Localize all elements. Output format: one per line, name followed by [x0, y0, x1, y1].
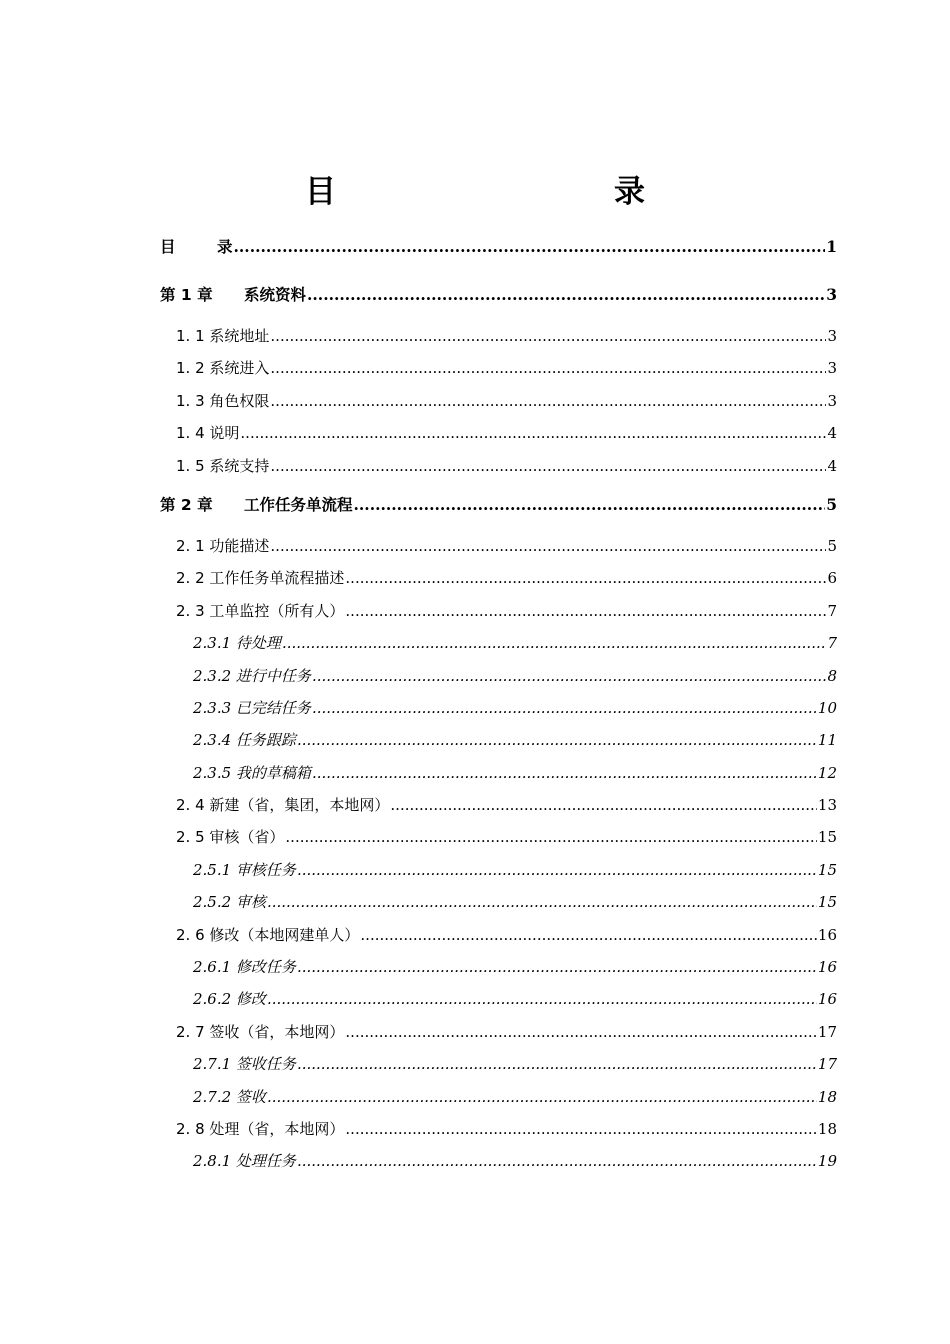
toc-page-number: 4 [827, 424, 837, 443]
toc-dot-leader [390, 789, 817, 821]
toc-subsection-entry[interactable] [160, 1081, 837, 1113]
toc-dot-leader [345, 1016, 817, 1048]
toc-entry-label: 2.3.2 进行中任务 [193, 666, 311, 685]
toc-entry-label: 2.7.1 签收任务 [193, 1055, 296, 1074]
toc-section-entry[interactable] [160, 352, 837, 384]
toc-page-number: 18 [817, 1087, 837, 1106]
toc-page-number: 5 [827, 536, 837, 555]
toc-subsection-entry[interactable] [160, 886, 837, 918]
toc-page-number: 3 [827, 391, 837, 410]
toc-page-number: 7 [827, 634, 837, 653]
toc-dot-leader [312, 757, 817, 789]
toc-page-number: 19 [817, 1152, 837, 1171]
toc-dot-leader [234, 230, 826, 264]
toc-entry-label: 2.5.2 审核 [193, 893, 266, 912]
toc-entry-label [160, 230, 233, 264]
toc-dot-leader [297, 951, 817, 983]
toc-dot-leader [270, 352, 826, 384]
toc-subsection-entry[interactable] [160, 724, 837, 756]
toc-dot-leader [312, 660, 827, 692]
toc-page-number: 16 [817, 925, 837, 944]
toc-subsection-entry[interactable] [160, 627, 837, 659]
toc-section-entry[interactable] [160, 320, 837, 352]
toc-subsection-entry[interactable] [160, 1145, 837, 1177]
toc-chapter-number: 目 [160, 238, 176, 256]
toc-dot-leader [267, 1081, 817, 1113]
toc-entry-label: 2. 8 处理（省，本地网） [176, 1119, 345, 1138]
toc-dot-leader [270, 450, 826, 482]
toc-section-entry[interactable] [160, 595, 837, 627]
toc-entry-label [160, 278, 306, 312]
toc-entry-label: 2.8.1 处理任务 [193, 1152, 296, 1171]
toc-section-entry[interactable] [160, 562, 837, 594]
toc-page-number: 6 [827, 569, 837, 588]
toc-dot-leader [270, 530, 826, 562]
toc-entry-label: 1. 5 系统支持 [176, 456, 270, 475]
toc-dot-leader [360, 919, 817, 951]
toc-chapter-title: 工作任务单流程 [244, 495, 353, 514]
toc-page-number: 1 [826, 237, 837, 256]
toc-entry-label: 2. 1 功能描述 [176, 536, 270, 555]
toc-entry-label: 2.6.2 修改 [193, 990, 266, 1009]
toc-dot-leader [345, 1113, 817, 1145]
toc-entry-label: 2. 7 签收（省，本地网） [176, 1022, 345, 1041]
toc-dot-leader [354, 488, 826, 522]
table-of-contents [160, 230, 837, 1178]
toc-entry-label: 1. 1 系统地址 [176, 327, 270, 345]
toc-entry-label: 2.5.1 审核任务 [193, 860, 296, 879]
toc-page-number: 3 [827, 327, 837, 345]
toc-subsection-entry[interactable] [160, 660, 837, 692]
toc-page-number: 18 [817, 1119, 837, 1138]
toc-chapter-number: 第 2 章 [160, 495, 213, 514]
toc-chapter-entry[interactable] [160, 230, 837, 272]
page-title: 目 录 [305, 174, 717, 210]
toc-section-entry[interactable] [160, 385, 837, 417]
toc-page-number: 17 [817, 1022, 837, 1041]
toc-dot-leader [297, 1048, 817, 1080]
toc-section-entry[interactable] [160, 450, 837, 482]
toc-page-number: 17 [817, 1055, 837, 1074]
toc-page-number: 7 [827, 601, 837, 620]
toc-page-number: 8 [827, 666, 837, 685]
toc-dot-leader [270, 320, 826, 352]
toc-dot-leader [297, 854, 817, 886]
toc-subsection-entry[interactable] [160, 757, 837, 789]
toc-chapter-title: 系统资料 [244, 286, 307, 304]
toc-entry-label: 2.6.1 修改任务 [193, 958, 296, 977]
toc-page-number: 16 [817, 958, 837, 977]
toc-page-number: 15 [817, 893, 837, 912]
toc-section-entry[interactable] [160, 530, 837, 562]
toc-subsection-entry[interactable] [160, 692, 837, 724]
toc-entry-label: 2.7.2 签收 [193, 1087, 266, 1106]
toc-dot-leader [345, 562, 826, 594]
toc-dot-leader [297, 724, 817, 756]
toc-section-entry[interactable] [160, 1016, 837, 1048]
toc-section-entry[interactable] [160, 417, 837, 449]
toc-dot-leader [270, 385, 826, 417]
toc-entry-label: 2. 2 工作任务单流程描述 [176, 569, 345, 588]
toc-chapter-number: 第 1 章 [160, 286, 213, 304]
toc-page-number: 12 [817, 763, 837, 782]
toc-dot-leader [297, 1145, 817, 1177]
toc-entry-label: 2.3.4 任务跟踪 [193, 731, 296, 750]
toc-dot-leader [267, 886, 817, 918]
toc-entry-label: 2.3.1 待处理 [193, 634, 281, 653]
toc-dot-leader [345, 595, 826, 627]
toc-chapter-title: 录 [217, 238, 233, 256]
toc-dot-leader [307, 278, 825, 312]
toc-page-number: 11 [817, 731, 837, 750]
toc-subsection-entry[interactable] [160, 1048, 837, 1080]
toc-page-number: 5 [826, 494, 837, 514]
toc-page-number: 3 [826, 285, 837, 304]
toc-dot-leader [312, 692, 817, 724]
toc-entry-label [160, 488, 353, 522]
toc-dot-leader [285, 821, 817, 853]
toc-chapter-entry[interactable] [160, 488, 837, 530]
toc-page-number: 15 [817, 860, 837, 879]
toc-page-number: 4 [827, 456, 837, 475]
toc-subsection-entry[interactable] [160, 983, 837, 1015]
toc-dot-leader [240, 417, 826, 449]
toc-entry-label: 2.3.3 已完结任务 [193, 698, 311, 717]
toc-page-number: 16 [817, 990, 837, 1009]
toc-entry-label: 1. 2 系统进入 [176, 359, 270, 378]
toc-entry-label: 1. 4 说明 [176, 424, 240, 443]
toc-entry-label: 2. 5 审核（省） [176, 828, 285, 847]
toc-chapter-entry[interactable] [160, 278, 837, 320]
toc-page-number: 15 [817, 828, 837, 847]
toc-entry-label: 2. 3 工单监控（所有人） [176, 601, 345, 620]
toc-subsection-entry[interactable] [160, 951, 837, 983]
toc-section-entry[interactable] [160, 1113, 837, 1145]
toc-page-number: 13 [817, 796, 837, 815]
toc-entry-label: 2. 4 新建（省，集团，本地网） [176, 796, 390, 815]
toc-entry-label: 2. 6 修改（本地网建单人） [176, 925, 360, 944]
toc-dot-leader [267, 983, 817, 1015]
toc-page-number: 3 [827, 359, 837, 378]
toc-section-entry[interactable] [160, 919, 837, 951]
toc-section-entry[interactable] [160, 821, 837, 853]
toc-entry-label: 2.3.5 我的草稿箱 [193, 763, 311, 782]
toc-entry-label: 1. 3 角色权限 [176, 391, 270, 410]
toc-dot-leader [282, 627, 827, 659]
toc-subsection-entry[interactable] [160, 854, 837, 886]
toc-page-number: 10 [817, 698, 837, 717]
toc-section-entry[interactable] [160, 789, 837, 821]
